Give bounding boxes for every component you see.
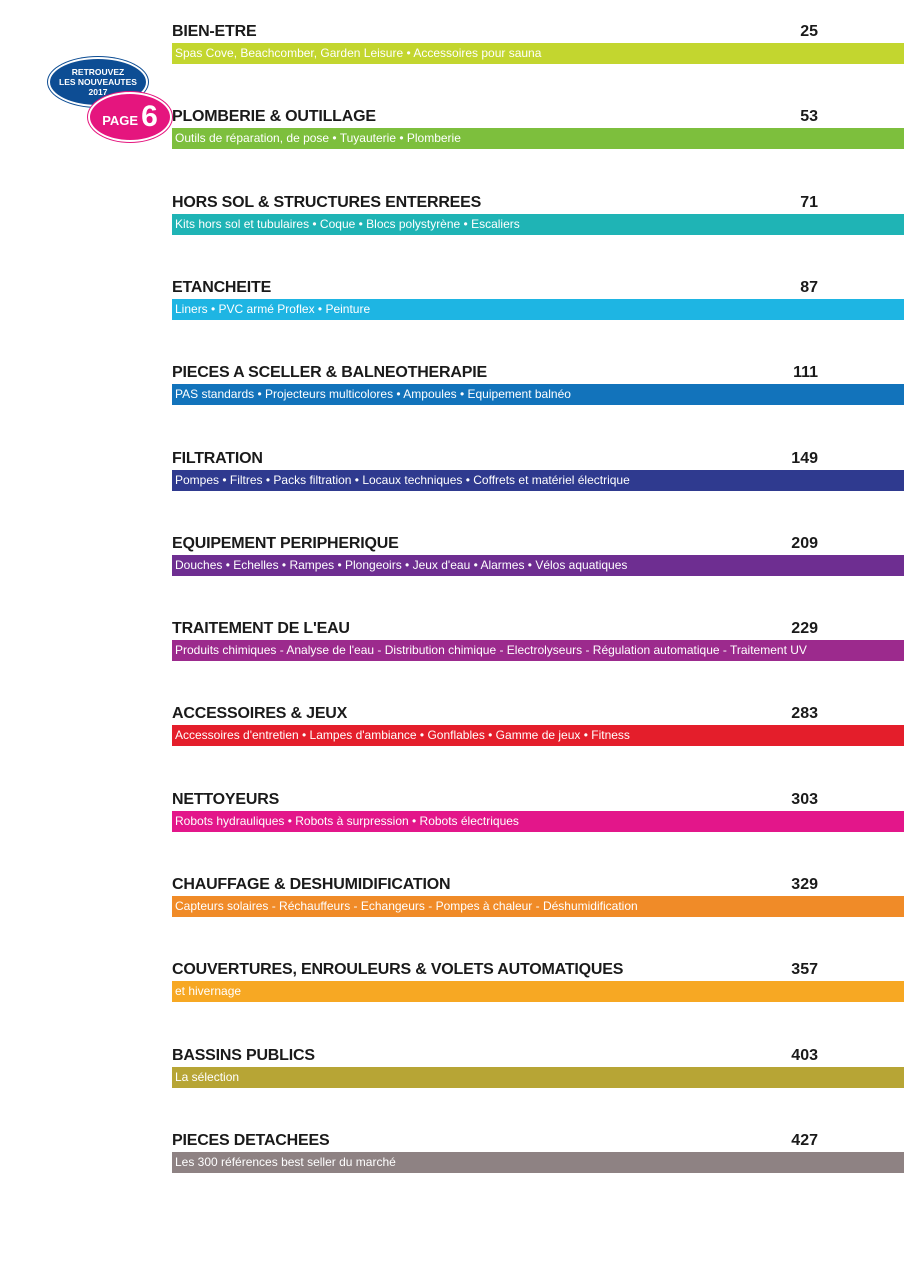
- new-products-badge[interactable]: [48, 55, 168, 141]
- toc-entry-title: HORS SOL & STRUCTURES ENTERREES: [172, 194, 482, 211]
- toc-entry-page-number: 71: [800, 194, 818, 211]
- toc-entry[interactable]: [172, 1047, 904, 1097]
- toc-entry-page-number: 329: [791, 876, 818, 893]
- toc-entry-subtitle-bar: La sélection: [172, 1067, 904, 1088]
- toc-entry-subtitle-bar: Produits chimiques - Analyse de l'eau - Distribution chimique - Electrolyseurs - Régulation automatique - Traitement UV: [172, 640, 904, 661]
- toc-entry-title: BIEN-ETRE: [172, 23, 257, 40]
- badge-page-number: 6: [141, 100, 158, 133]
- toc-entry-subtitle-bar: Douches • Echelles • Rampes • Plongeoirs • Jeux d'eau • Alarmes • Vélos aquatiques: [172, 555, 904, 576]
- toc-entry-page-number: 283: [791, 705, 818, 722]
- toc-entry-page-number: 111: [793, 364, 818, 381]
- toc-entry-title: NETTOYEURS: [172, 791, 280, 808]
- toc-entry-subtitle-bar: Liners • PVC armé Proflex • Peinture: [172, 299, 904, 320]
- toc-entry[interactable]: [172, 791, 904, 841]
- toc-entry-page-number: 357: [791, 961, 818, 978]
- toc-entry-title: BASSINS PUBLICS: [172, 1047, 315, 1064]
- toc-entry-subtitle-bar: Les 300 références best seller du marché: [172, 1152, 904, 1173]
- toc-entry-page-number: 53: [800, 108, 818, 125]
- toc-entry-page-number: 403: [791, 1047, 818, 1064]
- toc-entry[interactable]: [172, 1132, 904, 1182]
- toc-entry-page-number: 209: [791, 535, 818, 552]
- toc-entry-subtitle-bar: Outils de réparation, de pose • Tuyauterie • Plomberie: [172, 128, 904, 149]
- toc-entry-subtitle-bar: PAS standards • Projecteurs multicolores • Ampoules • Equipement balnéo: [172, 384, 904, 405]
- toc-entry[interactable]: [172, 279, 904, 329]
- toc-entry[interactable]: [172, 876, 904, 926]
- toc-entry-subtitle-bar: Kits hors sol et tubulaires • Coque • Blocs polystyrène • Escaliers: [172, 214, 904, 235]
- toc-entry-page-number: 427: [791, 1132, 818, 1149]
- toc-entry[interactable]: [172, 620, 904, 670]
- toc-entry-page-number: 25: [800, 23, 818, 40]
- toc-entry[interactable]: [172, 23, 904, 73]
- toc-entry-page-number: 87: [800, 279, 818, 296]
- toc-entry-title: PIECES DETACHEES: [172, 1132, 330, 1149]
- toc-entry-title: ETANCHEITE: [172, 279, 272, 296]
- toc-entry[interactable]: [172, 108, 904, 158]
- toc-entry[interactable]: [172, 705, 904, 755]
- toc-entry-title: EQUIPEMENT PERIPHERIQUE: [172, 535, 399, 552]
- toc-entry-title: PIECES A SCELLER & BALNEOTHERAPIE: [172, 364, 487, 381]
- toc-entry-title: TRAITEMENT DE L'EAU: [172, 620, 350, 637]
- toc-entry[interactable]: [172, 194, 904, 244]
- toc-entry-subtitle-bar: Spas Cove, Beachcomber, Garden Leisure • Accessoires pour sauna: [172, 43, 904, 64]
- toc-entry-title: FILTRATION: [172, 450, 263, 467]
- toc-entry-page-number: 303: [791, 791, 818, 808]
- toc-entry-page-number: 229: [791, 620, 818, 637]
- toc-entry-subtitle-bar: et hivernage: [172, 981, 904, 1002]
- toc-entry[interactable]: [172, 364, 904, 414]
- toc-entry[interactable]: [172, 535, 904, 585]
- badge-line-1: RETROUVEZ: [71, 67, 125, 77]
- toc-entry-title: PLOMBERIE & OUTILLAGE: [172, 108, 376, 125]
- toc-entry-title: CHAUFFAGE & DESHUMIDIFICATION: [172, 876, 451, 893]
- toc-entry-page-number: 149: [791, 450, 818, 467]
- toc-entry-subtitle-bar: Robots hydrauliques • Robots à surpression • Robots électriques: [172, 811, 904, 832]
- badge-page-label: PAGE: [102, 112, 139, 128]
- badge-line-3: 2017: [88, 87, 108, 97]
- badge-page-pill: [88, 92, 172, 142]
- toc-entry[interactable]: [172, 961, 904, 1011]
- toc-entry-subtitle-bar: Accessoires d'entretien • Lampes d'ambiance • Gonflables • Gamme de jeux • Fitness: [172, 725, 904, 746]
- toc-entry-title: ACCESSOIRES & JEUX: [172, 705, 348, 722]
- toc-entry-title: COUVERTURES, ENROULEURS & VOLETS AUTOMATIQUES: [172, 961, 624, 978]
- toc-entry[interactable]: [172, 450, 904, 500]
- toc-entry-subtitle-bar: Capteurs solaires - Réchauffeurs - Echangeurs - Pompes à chaleur - Déshumidification: [172, 896, 904, 917]
- toc-entry-subtitle-bar: Pompes • Filtres • Packs filtration • Locaux techniques • Coffrets et matériel électrique: [172, 470, 904, 491]
- badge-line-2: LES NOUVEAUTES: [59, 77, 137, 87]
